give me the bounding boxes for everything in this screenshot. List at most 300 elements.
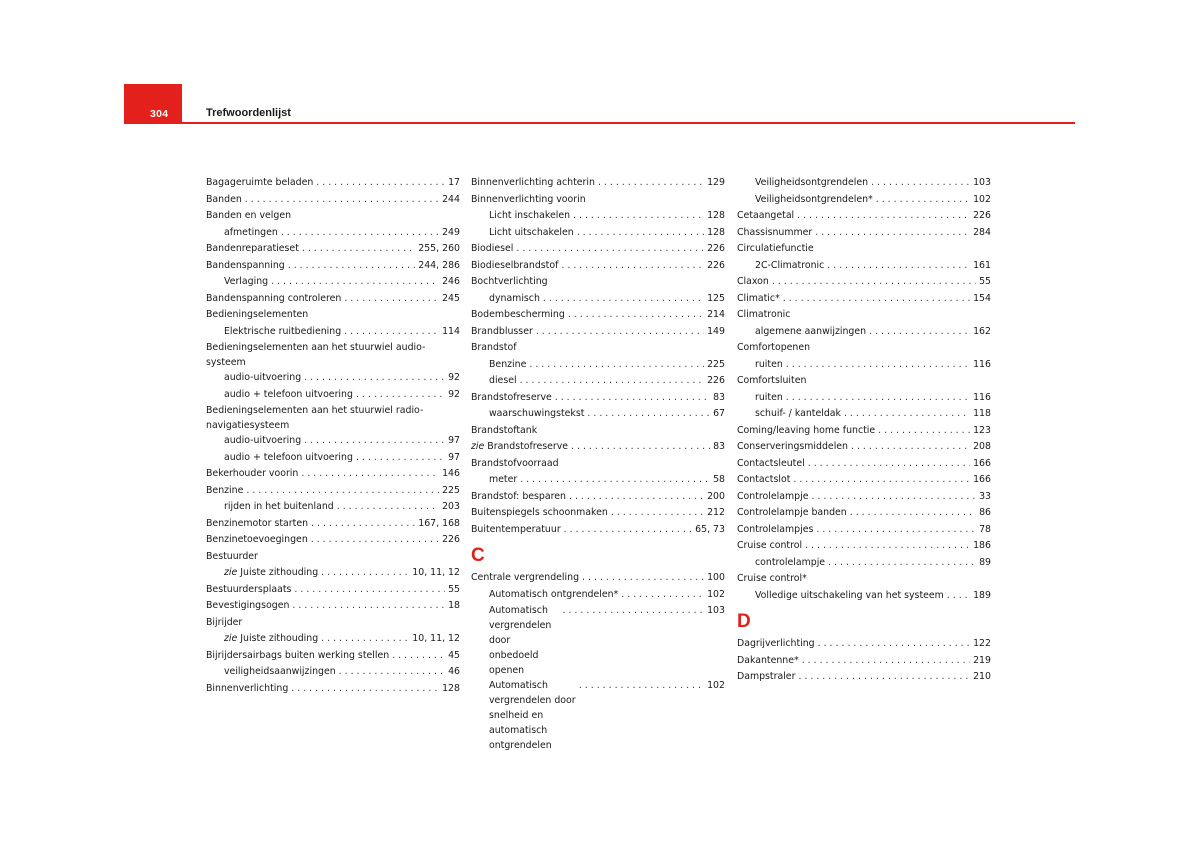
index-term: Bodembescherming [471,309,565,320]
index-term: Binnenverlichting [206,682,289,694]
index-subentry [206,225,460,242]
page-reference: 149 [707,325,725,337]
dot-leader [304,370,445,387]
dot-leader [805,538,970,555]
page-reference: 46 [448,666,460,677]
page-reference: 214 [707,309,725,320]
index-term: Bekerhouder voorin [206,468,299,479]
index-term: Verlaging [224,276,269,287]
dot-leader [587,406,710,423]
index-subentry [206,433,460,450]
dot-leader [611,505,704,522]
index-entry [206,615,460,632]
page-reference: 45 [448,649,460,661]
page-reference: 246 [442,276,460,287]
dot-leader [529,357,704,374]
index-term: Contactsleutel [737,457,805,469]
index-subentry [206,499,460,516]
dot-leader [321,565,409,582]
index-entry [471,192,725,209]
index-entry [206,403,460,433]
index-entry [471,241,725,258]
page-reference: 17 [448,177,460,188]
dot-leader [772,274,976,291]
dot-leader [816,522,976,539]
index-entry [737,373,991,390]
index-subentry [737,192,991,209]
index-term: audio + telefoon uitvoering [224,451,353,463]
index-term: Juiste zithouding [240,633,319,644]
index-term: Brandstoftank [471,424,538,436]
dot-leader [577,225,704,242]
page-reference: 154 [973,292,991,304]
page-reference: 128 [707,210,725,221]
index-term: Binnenverlichting achterin [471,177,595,188]
dot-leader [271,274,439,291]
page-reference: 166 [973,457,991,469]
dot-leader [356,387,445,404]
dot-leader [851,439,970,456]
page-reference: 129 [707,177,725,188]
index-term: audio + telefoon uitvoering [224,388,353,400]
page-reference: 97 [448,451,460,463]
dot-leader [563,603,705,620]
index-entry [471,570,725,587]
index-term: ruiten [755,358,783,370]
index-entry [471,175,725,192]
index-subentry [737,175,991,192]
index-subentry [737,406,991,423]
page-reference: 86 [979,507,991,518]
index-entry [206,192,460,209]
index-term: Bedieningselementen aan het stuurwiel radio-navigatiesysteem [206,405,424,431]
index-term: Bijrijder [206,616,243,628]
page-reference: 103 [973,177,991,188]
index-entry [206,208,460,225]
index-term: Brandstofreserve [487,441,569,452]
index-entry [737,241,991,258]
page-reference: 10, 11, 12 [412,633,460,644]
index-term: Bedieningselementen aan het stuurwiel audio-systeem [206,342,426,368]
dot-leader [316,175,445,192]
dot-leader [802,653,970,670]
index-term: Licht inschakelen [489,210,571,221]
dot-leader [392,648,445,665]
index-term: Banden en velgen [206,210,292,221]
page-reference: 226 [707,259,725,271]
index-term: Buitentemperatuur [471,523,561,535]
index-term: Benzine [489,358,527,370]
index-entry [206,681,460,698]
index-term: Claxon [737,276,769,287]
index-term: Bochtverlichting [471,276,548,287]
index-entry [471,522,725,539]
index-entry [737,274,991,291]
dot-leader [339,664,445,681]
see-reference-label: zie [224,567,238,578]
index-term: Dampstraler [737,671,796,682]
page-reference: 122 [973,638,991,649]
index-entry [206,466,460,483]
page-reference: 186 [973,540,991,551]
index-term: Volledige uitschakeling van het systeem [755,589,944,601]
page-reference: 161 [973,259,991,271]
index-entry [737,439,991,456]
dot-leader [245,192,439,209]
dot-leader [808,456,970,473]
dot-leader [311,516,415,533]
header-rule [182,122,1075,124]
index-term: Comfortsluiten [737,375,807,386]
index-term: Comfortopenen [737,342,811,353]
index-term: Dagrijverlichting [737,638,815,649]
index-entry [206,532,460,549]
index-subentry [737,324,991,341]
index-term: Automatisch vergrendelen door onbedoeld openen [489,605,552,676]
index-entry [737,522,991,539]
page-reference: 200 [707,490,725,502]
index-term: controlelampje [755,556,826,568]
index-entry [471,505,725,522]
dot-leader [520,373,705,390]
index-subentry [737,357,991,374]
index-entry [471,423,725,440]
dot-leader [876,192,970,209]
page-reference: 67 [713,408,725,419]
index-entry [206,483,460,500]
index-term: diesel [489,375,517,386]
index-entry [206,241,460,258]
index-term: Bestuurder [206,550,258,562]
page-reference: 92 [448,372,460,383]
index-term: Veiligheidsontgrendelen* [755,193,873,205]
index-subentry [471,373,725,390]
page-reference: 103 [707,605,725,616]
index-entry [737,291,991,308]
dot-leader [844,406,970,423]
dot-leader [827,258,970,275]
index-term: veiligheidsaanwijzingen [224,666,336,677]
index-entry [471,258,725,275]
index-term: Brandstof [471,342,517,353]
dot-leader [869,324,970,341]
dot-leader [301,466,439,483]
dot-leader [555,390,710,407]
index-entry [471,340,725,357]
page-reference: 226 [442,534,460,545]
index-term: Licht uitschakelen [489,226,574,238]
index-term: Benzine [206,484,244,496]
dot-leader [311,532,439,549]
index-entry [206,582,460,599]
index-term: Controlelampje banden [737,507,847,518]
page-reference: 203 [442,501,460,512]
index-term: Bestuurdersplaats [206,583,292,595]
index-term: Contactslot [737,474,791,485]
page-reference: 97 [448,435,460,446]
page-reference: 89 [979,556,991,568]
dot-leader [947,588,970,605]
page-reference: 225 [707,358,725,370]
index-subentry [471,291,725,308]
dot-leader [783,291,970,308]
page-reference: 92 [448,388,460,400]
index-term: Brandstofreserve [471,391,552,403]
dot-leader [598,175,704,192]
page-reference: 208 [973,441,991,452]
index-entry [471,307,725,324]
page-reference: 55 [448,583,460,595]
page-reference: 226 [707,375,725,386]
index-term: Automatisch vergrendelen door snelheid en automatisch ontgrendelen [489,680,576,751]
dot-leader [569,489,704,506]
index-term: Brandstof: besparen [471,490,566,502]
index-entry [206,340,460,370]
page-reference: 167, 168 [418,517,460,529]
index-entry [206,291,460,308]
page-reference: 33 [979,490,991,502]
page-number: 304 [150,108,169,120]
page-reference: 189 [973,589,991,601]
page-reference: 244, 286 [418,259,460,271]
index-term: Bandenspanning controleren [206,292,342,304]
index-term: Bandenreparatieset [206,243,299,254]
page-reference: 102 [707,680,725,691]
dot-leader [579,678,704,695]
index-term: Cruise control [737,540,803,551]
dot-leader [292,598,445,615]
index-entry [471,456,725,473]
index-entry [737,669,991,686]
index-entry [737,538,991,555]
dot-leader [291,681,439,698]
dot-leader [281,225,439,242]
index-entry [206,549,460,566]
index-term: Controlelampje [737,490,809,502]
index-subentry [206,274,460,291]
page-reference: 226 [707,243,725,254]
dot-leader [878,423,970,440]
index-term: Coming/leaving home functie [737,424,876,436]
index-entry [737,636,991,653]
index-term: Controlelampjes [737,523,814,535]
index-subentry [206,387,460,404]
index-entry [206,258,460,275]
index-term: Centrale vergrendeling [471,572,580,583]
index-term: Banden [206,193,242,205]
index-entry [737,208,991,225]
index-term: Conserveringsmiddelen [737,441,849,452]
index-term: Dakantenne* [737,654,799,666]
dot-leader [344,291,439,308]
index-term: Automatisch ontgrendelen* [489,588,619,600]
index-term: schuif- / kanteldak [755,408,841,419]
index-term: Brandblusser [471,325,533,337]
index-entry [737,653,991,670]
page-reference: 166 [973,474,991,485]
dot-leader [818,636,970,653]
dot-leader [573,208,704,225]
page-reference: 123 [973,424,991,436]
see-reference-label: zie [471,441,485,452]
index-subentry [471,357,725,374]
index-subentry [206,324,460,341]
dot-leader [582,570,704,587]
index-entry [737,340,991,357]
dot-leader [828,555,976,572]
dot-leader [561,258,704,275]
dot-leader [564,522,693,539]
dot-leader [797,208,970,225]
page-reference: 128 [442,682,460,694]
index-term: audio-uitvoering [224,372,302,383]
index-term: Brandstofvoorraad [471,457,559,469]
index-entry [737,472,991,489]
index-term: afmetingen [224,226,278,238]
dot-leader [288,258,416,275]
dot-leader [294,582,445,599]
index-subentry [206,370,460,387]
index-term: ruiten [755,391,783,403]
index-term: audio-uitvoering [224,435,302,446]
index-column-3 [737,175,991,686]
page-reference: 83 [713,441,725,452]
page-reference: 114 [442,325,460,337]
index-term: Biodieselbrandstof [471,259,559,271]
dot-leader [815,225,970,242]
dot-leader [337,499,439,516]
dot-leader [356,450,445,467]
index-subentry [737,555,991,572]
dot-leader [246,483,439,500]
dot-leader [344,324,439,341]
page-reference: 100 [707,572,725,583]
page-reference: 225 [442,484,460,496]
index-subentry [471,208,725,225]
dot-leader [793,472,970,489]
index-term: Climatic* [737,292,780,304]
index-term: Climatronic [737,309,791,320]
index-term: Elektrische ruitbediening [224,325,342,337]
page-reference: 58 [713,474,725,485]
dot-leader [786,357,970,374]
index-term: Circulatiefunctie [737,243,814,254]
page-reference: 210 [973,671,991,682]
dot-leader [302,241,415,258]
dot-leader [621,587,704,604]
index-term: dynamisch [489,292,540,304]
index-entry [471,439,725,456]
index-term: Juiste zithouding [240,567,319,578]
index-subentry [737,588,991,605]
index-entry [737,307,991,324]
index-entry [206,175,460,192]
page-reference: 162 [973,325,991,337]
index-term: rijden in het buitenland [224,501,334,512]
page-reference: 146 [442,468,460,479]
index-subentry [471,406,725,423]
dot-leader [571,439,710,456]
dot-leader [536,324,704,341]
index-term: Biodiesel [471,243,514,254]
index-entry [737,423,991,440]
index-term: Binnenverlichting voorin [471,193,586,205]
page-title: Trefwoordenlijst [206,107,291,119]
index-entry [737,505,991,522]
page-reference: 245 [442,292,460,304]
index-entry [206,516,460,533]
see-reference-label: zie [224,633,238,644]
index-entry [206,598,460,615]
index-subentry [206,450,460,467]
index-entry [471,489,725,506]
page-reference: 18 [448,600,460,611]
dot-leader [304,433,445,450]
index-entry [737,225,991,242]
dot-leader [786,390,970,407]
page-reference: 125 [707,292,725,304]
index-term: Bagageruimte beladen [206,177,314,188]
dot-leader [520,472,710,489]
index-term: Bijrijdersairbags buiten werking stellen [206,649,390,661]
page-reference: 244 [442,193,460,205]
page-reference: 284 [973,226,991,238]
page-reference: 128 [707,226,725,238]
section-letter: C [471,545,485,566]
index-subentry [206,565,460,582]
index-term: Cetaangetal [737,210,795,221]
page-reference: 255, 260 [418,243,460,254]
page-reference: 65, 73 [695,523,725,535]
dot-leader [543,291,704,308]
index-column-1 [206,175,460,697]
index-term: Chassisnummer [737,226,813,238]
page-reference: 10, 11, 12 [412,567,460,578]
dot-leader [321,631,409,648]
index-term: Bedieningselementen [206,309,309,320]
page-reference: 55 [979,276,991,287]
index-entry [737,456,991,473]
page-reference: 249 [442,226,460,238]
index-term: Buitenspiegels schoonmaken [471,507,608,518]
index-subentry [471,678,725,753]
page-reference: 212 [707,507,725,518]
index-column-2 [471,175,725,753]
index-subentry [471,603,725,678]
index-entry [737,489,991,506]
dot-leader [568,307,704,324]
index-term: 2C-Climatronic [755,259,825,271]
index-term: Cruise control* [737,573,807,584]
index-subentry [471,472,725,489]
dot-leader [871,175,970,192]
page-reference: 102 [707,588,725,600]
index-subentry [737,258,991,275]
index-entry [737,571,991,588]
page-reference: 226 [973,210,991,221]
index-term: algemene aanwijzingen [755,325,867,337]
page-reference: 83 [713,391,725,403]
index-term: waarschuwingstekst [489,408,585,419]
page-reference: 116 [973,358,991,370]
index-entry [471,324,725,341]
index-subentry [206,664,460,681]
page-reference: 78 [979,523,991,535]
index-term: Veiligheidsontgrendelen [755,177,869,188]
index-entry [206,307,460,324]
page-reference: 118 [973,408,991,419]
index-term: Benzinemotor starten [206,517,309,529]
